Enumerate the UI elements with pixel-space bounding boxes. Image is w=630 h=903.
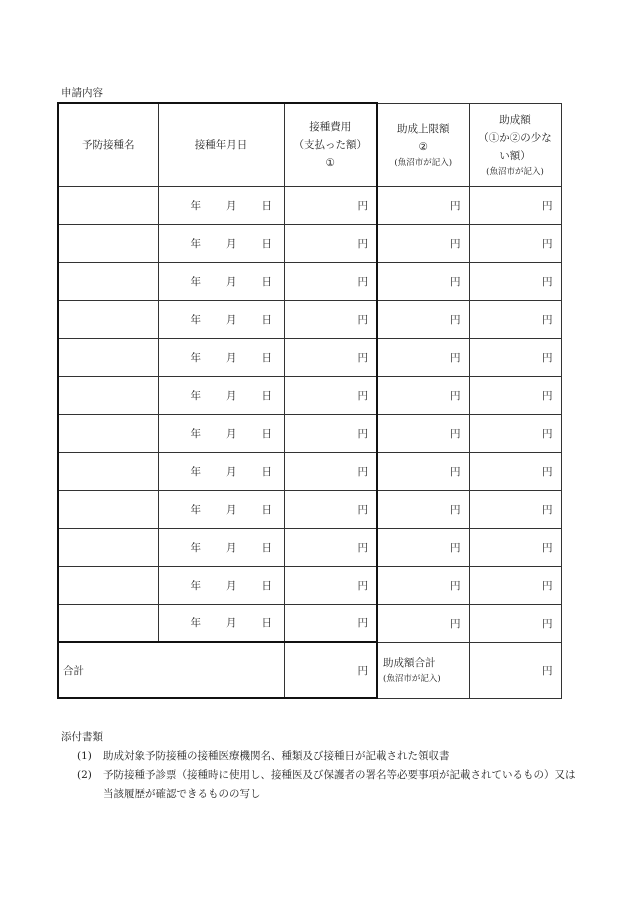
table-row xyxy=(58,300,561,338)
table-row xyxy=(58,376,561,414)
grant-total-field: 円 xyxy=(469,642,561,698)
table-row xyxy=(58,338,561,376)
vaccine-name-field[interactable] xyxy=(58,376,158,414)
cost-field[interactable]: 円 xyxy=(284,224,377,262)
cost-field[interactable]: 円 xyxy=(284,300,377,338)
attachment-number: (1) xyxy=(77,750,92,762)
application-table xyxy=(57,102,562,699)
grant-total-label xyxy=(377,642,469,698)
header-date: 接種年月日 xyxy=(158,103,284,186)
month-unit: 月 xyxy=(226,617,237,630)
day-unit: 日 xyxy=(261,427,272,440)
day-unit: 日 xyxy=(261,351,272,364)
header-row xyxy=(58,103,561,186)
cost-field[interactable]: 円 xyxy=(284,452,377,490)
header-cost xyxy=(284,103,377,186)
attachments-title: 添付書類 xyxy=(61,731,103,743)
date-field[interactable] xyxy=(158,452,284,490)
table-row xyxy=(58,490,561,528)
attachment-text: 予防接種予診票（接種時に使用し、接種医及び保護者の署名等必要事項が記載されているもの）又は当該履歴が確認できるものの写し xyxy=(103,769,576,800)
year-unit: 年 xyxy=(190,275,201,288)
header-grant-line1: 助成額 xyxy=(499,113,531,126)
day-unit: 日 xyxy=(261,503,272,516)
vaccine-name-field[interactable] xyxy=(58,262,158,300)
date-field[interactable] xyxy=(158,186,284,224)
day-unit: 日 xyxy=(261,237,272,250)
attachment-item xyxy=(61,747,581,766)
limit-field: 円 xyxy=(377,604,469,642)
date-field[interactable] xyxy=(158,414,284,452)
day-unit: 日 xyxy=(261,465,272,478)
header-limit xyxy=(377,103,469,186)
grant-field: 円 xyxy=(469,528,561,566)
year-unit: 年 xyxy=(190,579,201,592)
year-unit: 年 xyxy=(190,465,201,478)
date-field[interactable] xyxy=(158,528,284,566)
date-field[interactable] xyxy=(158,604,284,642)
month-unit: 月 xyxy=(226,579,237,592)
vaccine-name-field[interactable] xyxy=(58,338,158,376)
header-grant-line2: （①か②の少な xyxy=(478,131,552,144)
year-unit: 年 xyxy=(190,503,201,516)
grant-field: 円 xyxy=(469,490,561,528)
cost-field[interactable]: 円 xyxy=(284,566,377,604)
day-unit: 日 xyxy=(261,275,272,288)
month-unit: 月 xyxy=(226,199,237,212)
cost-field[interactable]: 円 xyxy=(284,528,377,566)
vaccine-name-field[interactable] xyxy=(58,186,158,224)
cost-field[interactable]: 円 xyxy=(284,414,377,452)
total-cost-field[interactable]: 円 xyxy=(284,642,377,698)
vaccine-name-field[interactable] xyxy=(58,490,158,528)
header-limit-note: (魚沼市が記入) xyxy=(394,157,453,168)
month-unit: 月 xyxy=(226,427,237,440)
grant-total-label-text: 助成額合計 xyxy=(383,656,436,669)
month-unit: 月 xyxy=(226,503,237,516)
grant-total-note: (魚沼市が記入) xyxy=(383,673,441,684)
year-unit: 年 xyxy=(190,199,201,212)
vaccine-name-field[interactable] xyxy=(58,300,158,338)
grant-field: 円 xyxy=(469,604,561,642)
month-unit: 月 xyxy=(226,351,237,364)
day-unit: 日 xyxy=(261,313,272,326)
vaccine-name-field[interactable] xyxy=(58,604,158,642)
table-row xyxy=(58,566,561,604)
cost-field[interactable]: 円 xyxy=(284,262,377,300)
year-unit: 年 xyxy=(190,617,201,630)
header-cost-line1: 接種費用 xyxy=(309,120,352,133)
cost-field[interactable]: 円 xyxy=(284,490,377,528)
year-unit: 年 xyxy=(190,541,201,554)
limit-field: 円 xyxy=(377,338,469,376)
attachment-text: 助成対象予防接種の接種医療機関名、種類及び接種日が記載された領収書 xyxy=(103,750,450,762)
table-row xyxy=(58,452,561,490)
total-row xyxy=(58,642,561,698)
header-limit-line2: ② xyxy=(418,140,428,153)
cost-field[interactable]: 円 xyxy=(284,604,377,642)
header-cost-line2: （支払った額） xyxy=(293,138,367,151)
year-unit: 年 xyxy=(190,237,201,250)
limit-field: 円 xyxy=(377,224,469,262)
table-row xyxy=(58,414,561,452)
year-unit: 年 xyxy=(190,351,201,364)
table-row xyxy=(58,262,561,300)
date-field[interactable] xyxy=(158,300,284,338)
grant-field: 円 xyxy=(469,452,561,490)
limit-field: 円 xyxy=(377,490,469,528)
month-unit: 月 xyxy=(226,541,237,554)
year-unit: 年 xyxy=(190,389,201,402)
day-unit: 日 xyxy=(261,389,272,402)
limit-field: 円 xyxy=(377,300,469,338)
attachment-number: (2) xyxy=(77,769,92,781)
cost-field[interactable]: 円 xyxy=(284,186,377,224)
day-unit: 日 xyxy=(261,541,272,554)
table-row xyxy=(58,186,561,224)
date-field[interactable] xyxy=(158,490,284,528)
cost-field[interactable]: 円 xyxy=(284,376,377,414)
vaccine-name-field[interactable] xyxy=(58,224,158,262)
date-field[interactable] xyxy=(158,566,284,604)
grant-field: 円 xyxy=(469,224,561,262)
year-unit: 年 xyxy=(190,313,201,326)
header-grant-note: (魚沼市が記入) xyxy=(486,166,544,177)
grant-field: 円 xyxy=(469,376,561,414)
attachments xyxy=(61,728,581,804)
attachment-item xyxy=(61,766,581,804)
date-field[interactable] xyxy=(158,224,284,262)
table-row xyxy=(58,224,561,262)
limit-field: 円 xyxy=(377,414,469,452)
header-grant xyxy=(469,103,561,186)
grant-field: 円 xyxy=(469,338,561,376)
section-title: 申請内容 xyxy=(61,87,103,99)
vaccine-name-field[interactable] xyxy=(58,452,158,490)
table-row xyxy=(58,528,561,566)
grant-field: 円 xyxy=(469,186,561,224)
header-cost-line3: ① xyxy=(325,156,335,169)
month-unit: 月 xyxy=(226,237,237,250)
grant-field: 円 xyxy=(469,566,561,604)
total-label: 合計 xyxy=(58,642,284,698)
vaccine-name-field[interactable] xyxy=(58,528,158,566)
header-limit-line1: 助成上限額 xyxy=(397,122,450,135)
limit-field: 円 xyxy=(377,186,469,224)
year-unit: 年 xyxy=(190,427,201,440)
month-unit: 月 xyxy=(226,465,237,478)
table-row xyxy=(58,604,561,642)
day-unit: 日 xyxy=(261,199,272,212)
grant-field: 円 xyxy=(469,300,561,338)
vaccine-name-field[interactable] xyxy=(58,414,158,452)
month-unit: 月 xyxy=(226,275,237,288)
grant-field: 円 xyxy=(469,262,561,300)
day-unit: 日 xyxy=(261,579,272,592)
date-field[interactable] xyxy=(158,338,284,376)
month-unit: 月 xyxy=(226,313,237,326)
vaccine-name-field[interactable] xyxy=(58,566,158,604)
cost-field[interactable]: 円 xyxy=(284,338,377,376)
limit-field: 円 xyxy=(377,376,469,414)
limit-field: 円 xyxy=(377,528,469,566)
date-field[interactable] xyxy=(158,262,284,300)
limit-field: 円 xyxy=(377,262,469,300)
limit-field: 円 xyxy=(377,452,469,490)
grant-field: 円 xyxy=(469,414,561,452)
header-vaccine-name: 予防接種名 xyxy=(58,103,158,186)
date-field[interactable] xyxy=(158,376,284,414)
day-unit: 日 xyxy=(261,617,272,630)
month-unit: 月 xyxy=(226,389,237,402)
limit-field: 円 xyxy=(377,566,469,604)
header-grant-line3: い額） xyxy=(499,149,531,162)
